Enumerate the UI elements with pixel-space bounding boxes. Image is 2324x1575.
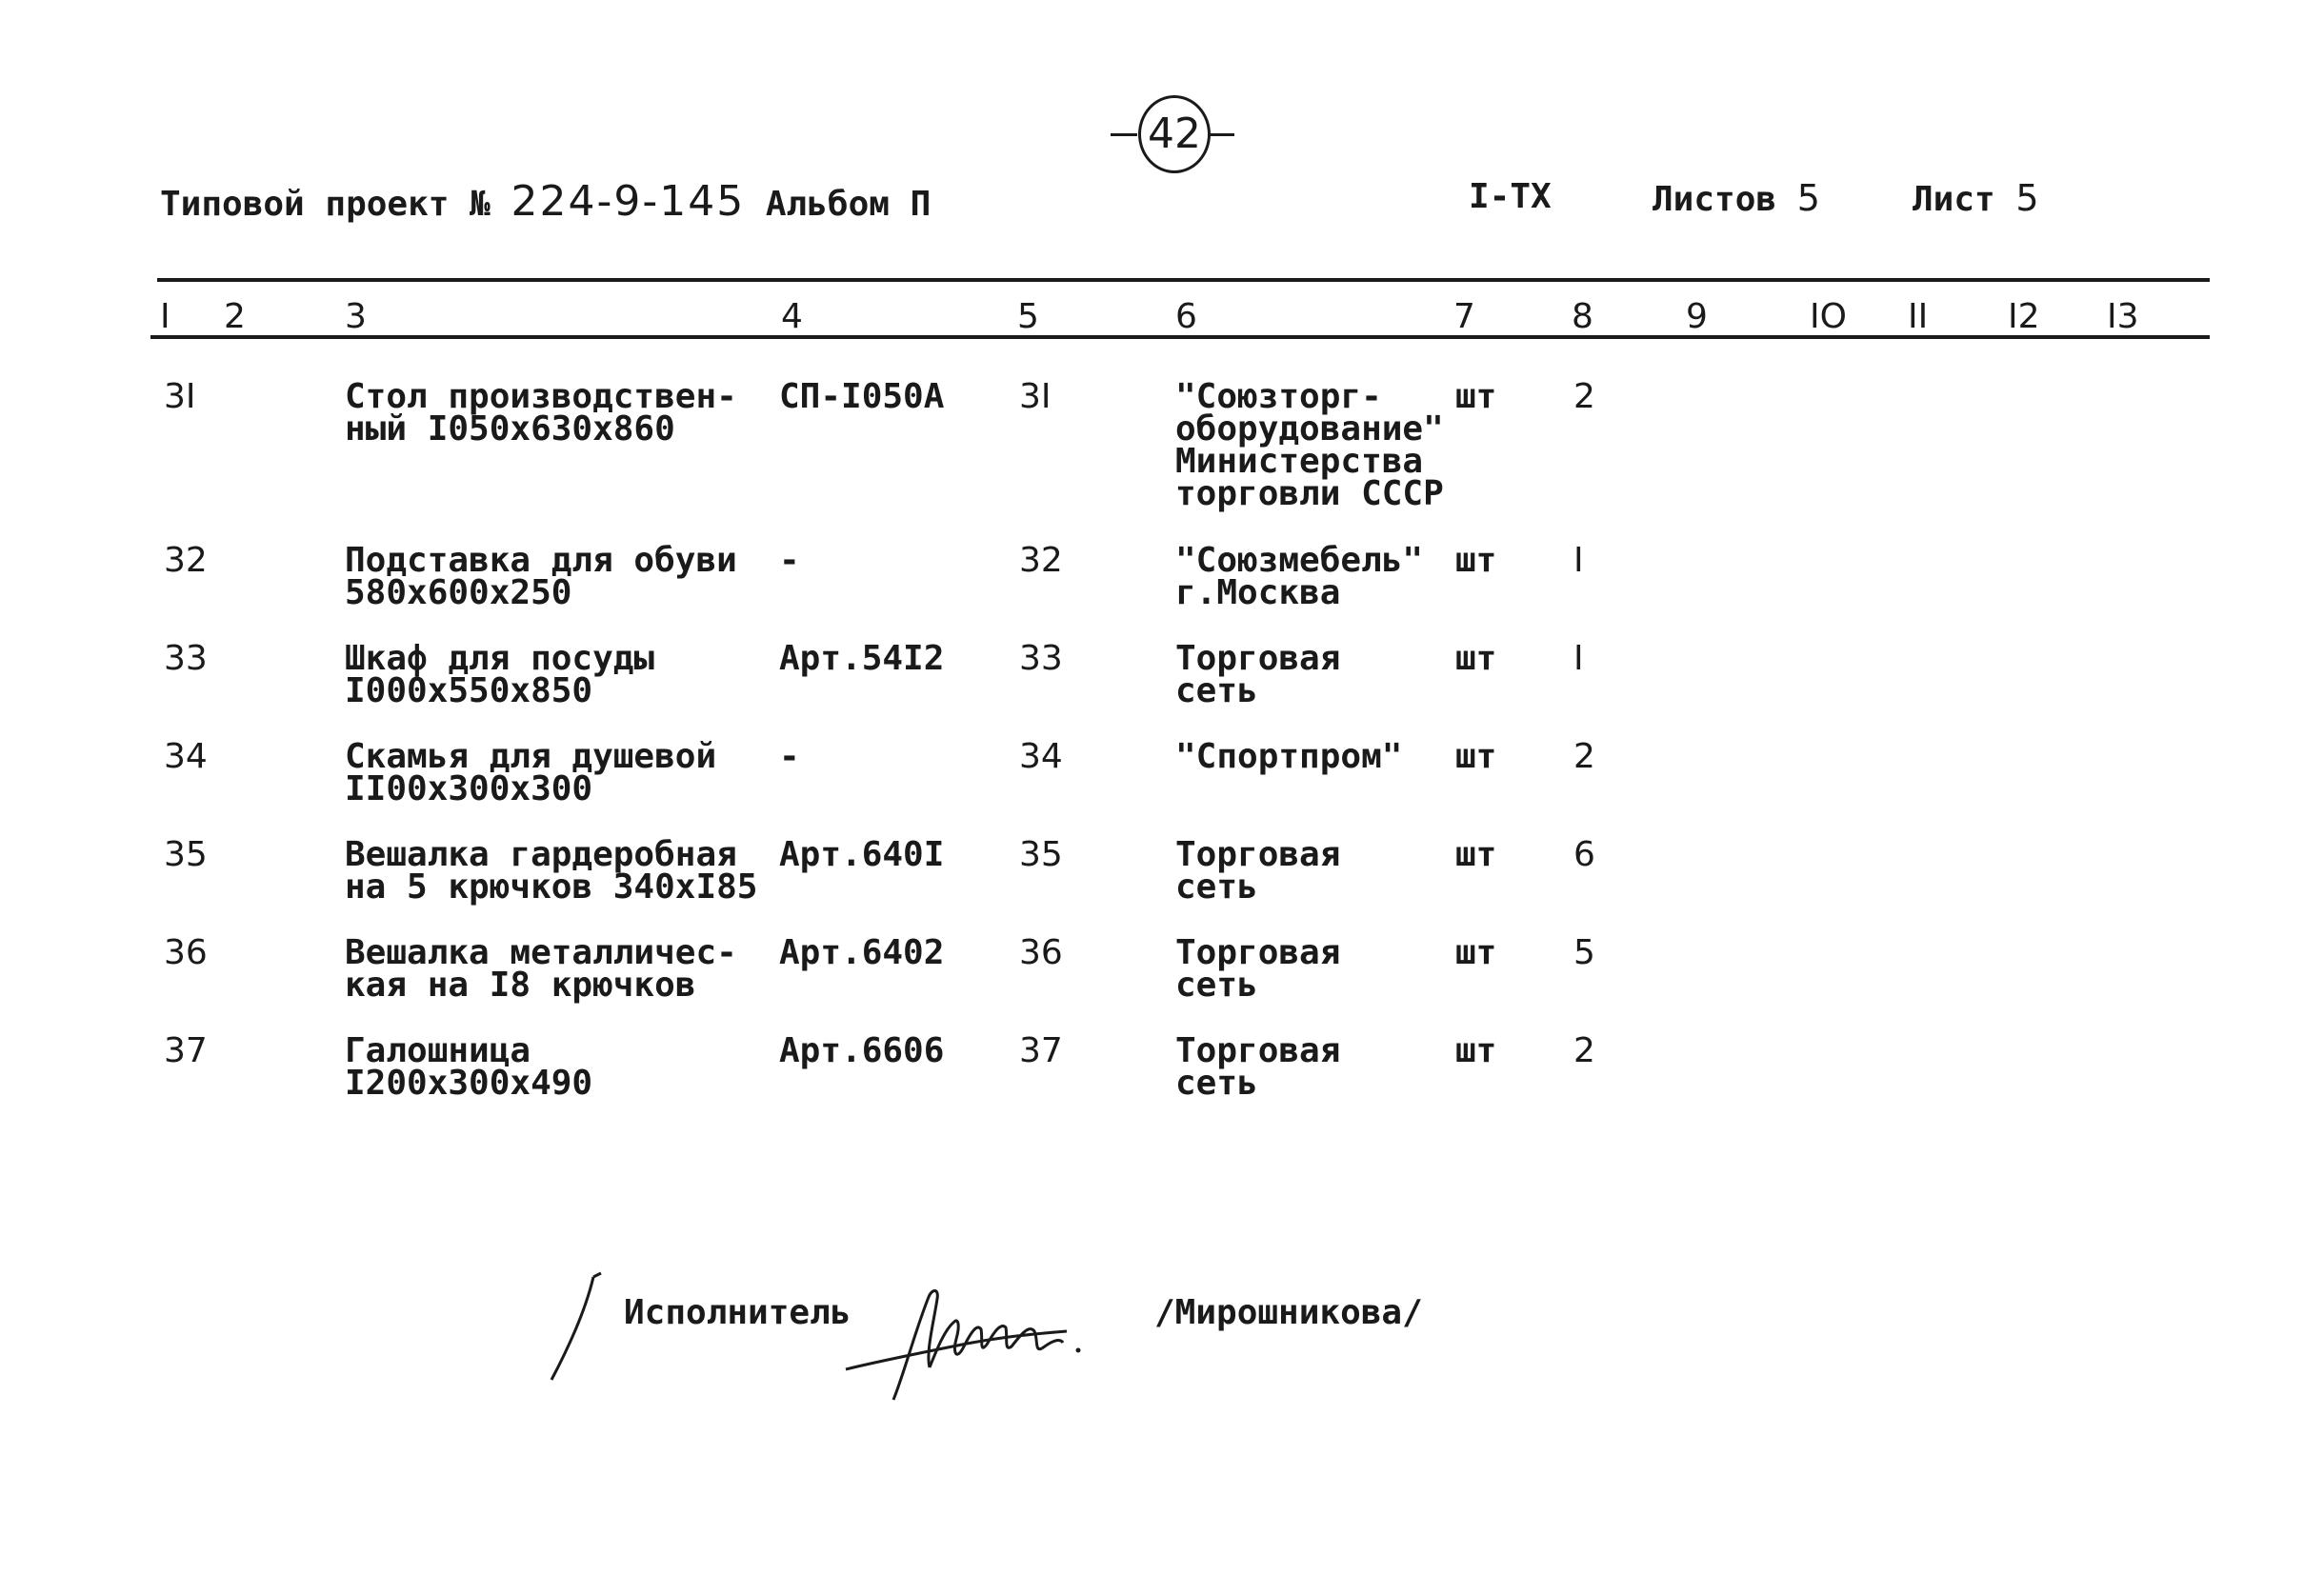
sheet-current	[1913, 177, 2041, 219]
item-supplier-line: торговли СССР	[1175, 474, 1444, 513]
item-unit: шт	[1455, 933, 1497, 972]
item-unit: шт	[1455, 377, 1497, 416]
sheets-count: 5	[1796, 177, 1822, 219]
item-code: -	[779, 737, 800, 776]
column-header: 4	[781, 297, 803, 336]
item-supplier-line: Торговая	[1175, 1031, 1341, 1070]
column-header: 2	[224, 297, 246, 336]
column-header: II	[1908, 297, 1929, 336]
item-name	[345, 933, 737, 1005]
item-code: Арт.6606	[779, 1031, 945, 1070]
item-supplier-line: Торговая	[1175, 639, 1341, 678]
item-supplier	[1175, 933, 1341, 1005]
item-ref: 36	[1019, 933, 1063, 972]
item-name-line: кая на I8 крючков	[345, 966, 696, 1005]
item-name-line: ный I050х630х860	[345, 409, 675, 449]
row-number: 33	[164, 639, 208, 678]
item-unit: шт	[1455, 639, 1497, 678]
column-header: I	[160, 297, 170, 336]
row-number: 36	[164, 933, 208, 972]
signature	[838, 1276, 1095, 1405]
item-unit: шт	[1455, 541, 1497, 580]
item-name	[345, 639, 655, 710]
item-supplier	[1175, 737, 1403, 776]
column-header: 5	[1017, 297, 1039, 336]
item-supplier	[1175, 639, 1341, 710]
executor-label: Исполнитель	[624, 1293, 851, 1332]
item-name-line: Скамья для душевой	[345, 737, 717, 776]
item-code: Арт.54I2	[779, 639, 945, 678]
item-name	[345, 377, 737, 449]
item-supplier-line: Торговая	[1175, 933, 1341, 972]
sheet-number: 5	[2015, 177, 2041, 219]
doc-code: I-TX	[1469, 177, 1552, 216]
item-supplier-line: г.Москва	[1175, 573, 1341, 612]
item-name-line: I200х300х490	[345, 1064, 593, 1103]
item-supplier-line: сеть	[1175, 1064, 1258, 1103]
item-name-line: Вешалка металличес-	[345, 933, 737, 972]
table-top-rule	[157, 278, 2210, 282]
item-unit: шт	[1455, 737, 1497, 776]
row-number: 35	[164, 835, 208, 874]
item-quantity: 5	[1573, 933, 1595, 972]
sheets-total	[1653, 177, 1822, 219]
slash-mark	[548, 1271, 605, 1386]
item-supplier-line: сеть	[1175, 966, 1258, 1005]
item-name-line: Вешалка гардеробная	[345, 835, 737, 874]
item-name-line: на 5 крючков 340хI85	[345, 867, 758, 907]
item-name-line: 580х600х250	[345, 573, 572, 612]
item-code: Арт.6402	[779, 933, 945, 972]
item-supplier	[1175, 377, 1444, 513]
item-supplier	[1175, 541, 1424, 612]
item-name	[345, 1031, 593, 1103]
item-supplier-line: оборудование"	[1175, 409, 1444, 449]
item-ref: 35	[1019, 835, 1063, 874]
item-name-line: Шкаф для посуды	[345, 639, 655, 678]
column-header: 7	[1453, 297, 1475, 336]
item-supplier-line: Торговая	[1175, 835, 1341, 874]
item-ref: 34	[1019, 737, 1063, 776]
page-number-circle: 42	[1138, 95, 1211, 173]
page-number-dash-right	[1208, 133, 1234, 136]
item-name-line: I000х550х850	[345, 671, 593, 710]
column-header: 6	[1175, 297, 1197, 336]
item-quantity: I	[1573, 541, 1584, 580]
column-header: 9	[1686, 297, 1708, 336]
column-header: IO	[1810, 297, 1847, 336]
item-code: СП-I050А	[779, 377, 945, 416]
item-supplier-line: сеть	[1175, 867, 1258, 907]
item-quantity: 6	[1573, 835, 1595, 874]
item-unit: шт	[1455, 1031, 1497, 1070]
item-code: Арт.640I	[779, 835, 945, 874]
item-quantity: 2	[1573, 1031, 1595, 1070]
item-ref: 33	[1019, 639, 1063, 678]
item-ref: 37	[1019, 1031, 1063, 1070]
item-name	[345, 541, 737, 612]
item-supplier	[1175, 1031, 1341, 1103]
item-supplier-line: Министерства	[1175, 442, 1424, 481]
column-header: I2	[2008, 297, 2040, 336]
item-quantity: I	[1573, 639, 1584, 678]
item-name-line: Галошница	[345, 1031, 531, 1070]
item-name-line: II00х300х300	[345, 769, 593, 808]
item-name	[345, 835, 758, 907]
sheets-label: Листов	[1653, 180, 1777, 219]
item-name-line: Подставка для обуви	[345, 541, 737, 580]
column-header: 3	[345, 297, 367, 336]
item-supplier-line: "Спортпром"	[1175, 737, 1403, 776]
item-quantity: 2	[1573, 737, 1595, 776]
album-label: Альбом П	[765, 185, 932, 224]
page-number-dash-left	[1111, 133, 1137, 136]
header-project	[160, 177, 931, 226]
item-name	[345, 737, 717, 808]
item-name-line: Стол производствен-	[345, 377, 737, 416]
column-header: I3	[2107, 297, 2139, 336]
item-supplier-line: "Союзторг-	[1175, 377, 1382, 416]
item-supplier	[1175, 835, 1341, 907]
row-number: 34	[164, 737, 208, 776]
item-unit: шт	[1455, 835, 1497, 874]
row-number: 3I	[164, 377, 196, 416]
item-supplier-line: сеть	[1175, 671, 1258, 710]
page-number	[1105, 95, 1238, 171]
column-header: 8	[1572, 297, 1593, 336]
item-quantity: 2	[1573, 377, 1595, 416]
executor-name: /Мирошникова/	[1154, 1293, 1423, 1332]
item-code: -	[779, 541, 800, 580]
sheet-label: Лист	[1913, 180, 1995, 219]
project-label: Типовой проект №	[160, 185, 491, 224]
row-number: 32	[164, 541, 208, 580]
item-supplier-line: "Союзмебель"	[1175, 541, 1424, 580]
item-ref: 3I	[1019, 377, 1052, 416]
project-number: 224-9-145	[511, 177, 746, 226]
row-number: 37	[164, 1031, 208, 1070]
item-ref: 32	[1019, 541, 1063, 580]
